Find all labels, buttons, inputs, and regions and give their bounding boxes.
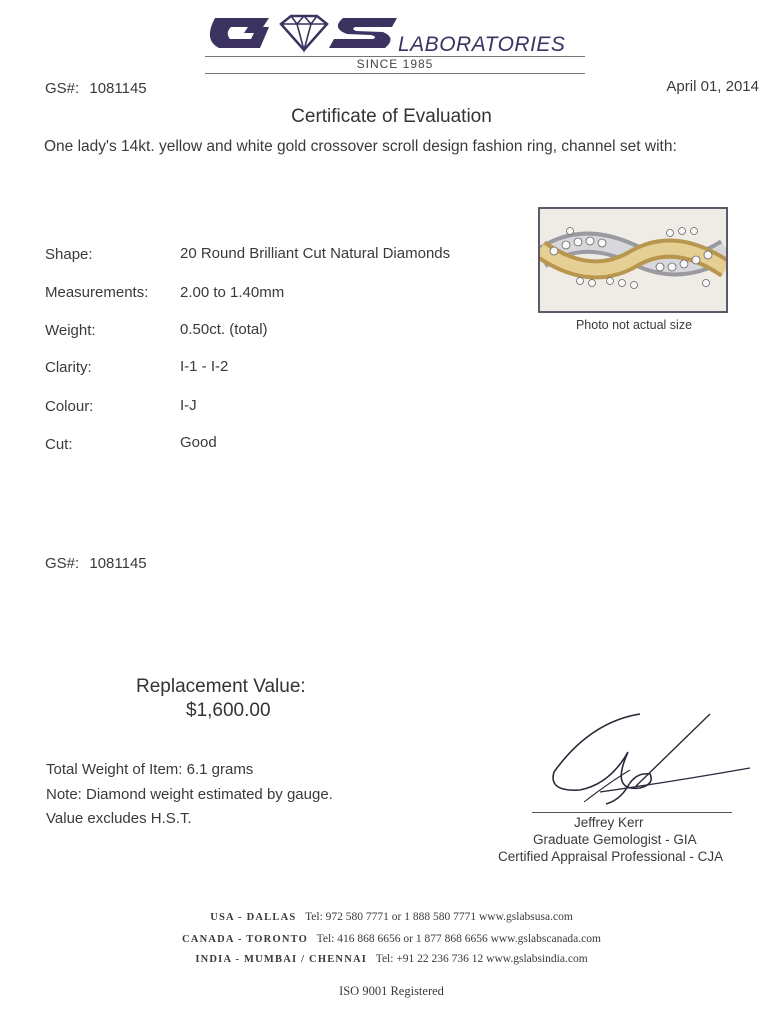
- spec-value-measurements: 2.00 to 1.40mm: [180, 284, 285, 301]
- gs-number-top: [45, 80, 147, 97]
- diamond-weight-note: Note: Diamond weight estimated by gauge.: [46, 786, 333, 803]
- since-text: SINCE 1985: [356, 57, 434, 71]
- signatory-title-gia: Graduate Gemologist - GIA: [533, 832, 697, 847]
- iso-registration: ISO 9001 Registered: [339, 984, 444, 998]
- spec-label-clarity: Clarity:: [45, 359, 92, 376]
- signatory-name: Jeffrey Kerr: [574, 815, 644, 830]
- signature-line: [532, 812, 732, 813]
- spec-value-shape: 20 Round Brilliant Cut Natural Diamonds: [180, 245, 451, 262]
- spec-label-cut: Cut:: [45, 436, 73, 453]
- gs-number-value: 1081145: [89, 80, 147, 97]
- total-weight-note: Total Weight of Item: 6.1 grams: [46, 761, 254, 778]
- footer-city-canada: CANADA - TORONTO: [182, 934, 308, 945]
- signature-graphic: [540, 712, 755, 812]
- spec-label-weight: Weight:: [45, 322, 96, 339]
- footer-line-usa: [0, 911, 783, 923]
- spec-label-measurements: Measurements:: [45, 284, 149, 301]
- footer-contact-usa: Tel: 972 580 7771 or 1 888 580 7771 www.gslabsusa.com: [305, 911, 573, 923]
- replacement-value-label: Replacement Value:: [136, 676, 306, 697]
- footer-line-canada: [0, 933, 783, 945]
- certificate-title: Certificate of Evaluation: [291, 106, 492, 127]
- spec-value-clarity: I-1 - I-2: [180, 358, 229, 375]
- footer-contact-india: Tel: +91 22 236 736 12 www.gslabsindia.com: [375, 953, 588, 965]
- certificate-date: April 01, 2014: [666, 78, 759, 95]
- spec-value-weight: 0.50ct. (total): [180, 321, 268, 338]
- footer-line-india: [0, 953, 783, 965]
- logo-divider-bottom: [205, 73, 585, 74]
- gs-number-middle: [45, 555, 147, 572]
- footer-city-usa: USA - DALLAS: [210, 912, 297, 923]
- value-excludes-note: Value excludes H.S.T.: [46, 810, 192, 827]
- footer-contact-canada: Tel: 416 868 6656 or 1 877 868 6656 www.gslabscanada.com: [316, 933, 601, 945]
- gs-number-label: GS#:: [45, 555, 80, 572]
- spec-label-colour: Colour:: [45, 398, 94, 415]
- item-description: One lady's 14kt. yellow and white gold crossover scroll design fashion ring, channel set with:: [44, 138, 677, 155]
- spec-value-colour: I-J: [180, 397, 197, 414]
- lab-name: LABORATORIES: [398, 33, 566, 56]
- ring-photo: [538, 207, 728, 313]
- replacement-value-amount: $1,600.00: [186, 700, 271, 721]
- signatory-title-cja: Certified Appraisal Professional - CJA: [498, 849, 724, 864]
- spec-label-shape: Shape:: [45, 246, 93, 263]
- gs-number-value: 1081145: [89, 555, 147, 572]
- gs-number-label: GS#:: [45, 80, 80, 97]
- photo-caption: Photo not actual size: [575, 318, 693, 332]
- spec-value-cut: Good: [180, 434, 217, 451]
- footer-city-india: INDIA - MUMBAI / CHENNAI: [195, 954, 368, 965]
